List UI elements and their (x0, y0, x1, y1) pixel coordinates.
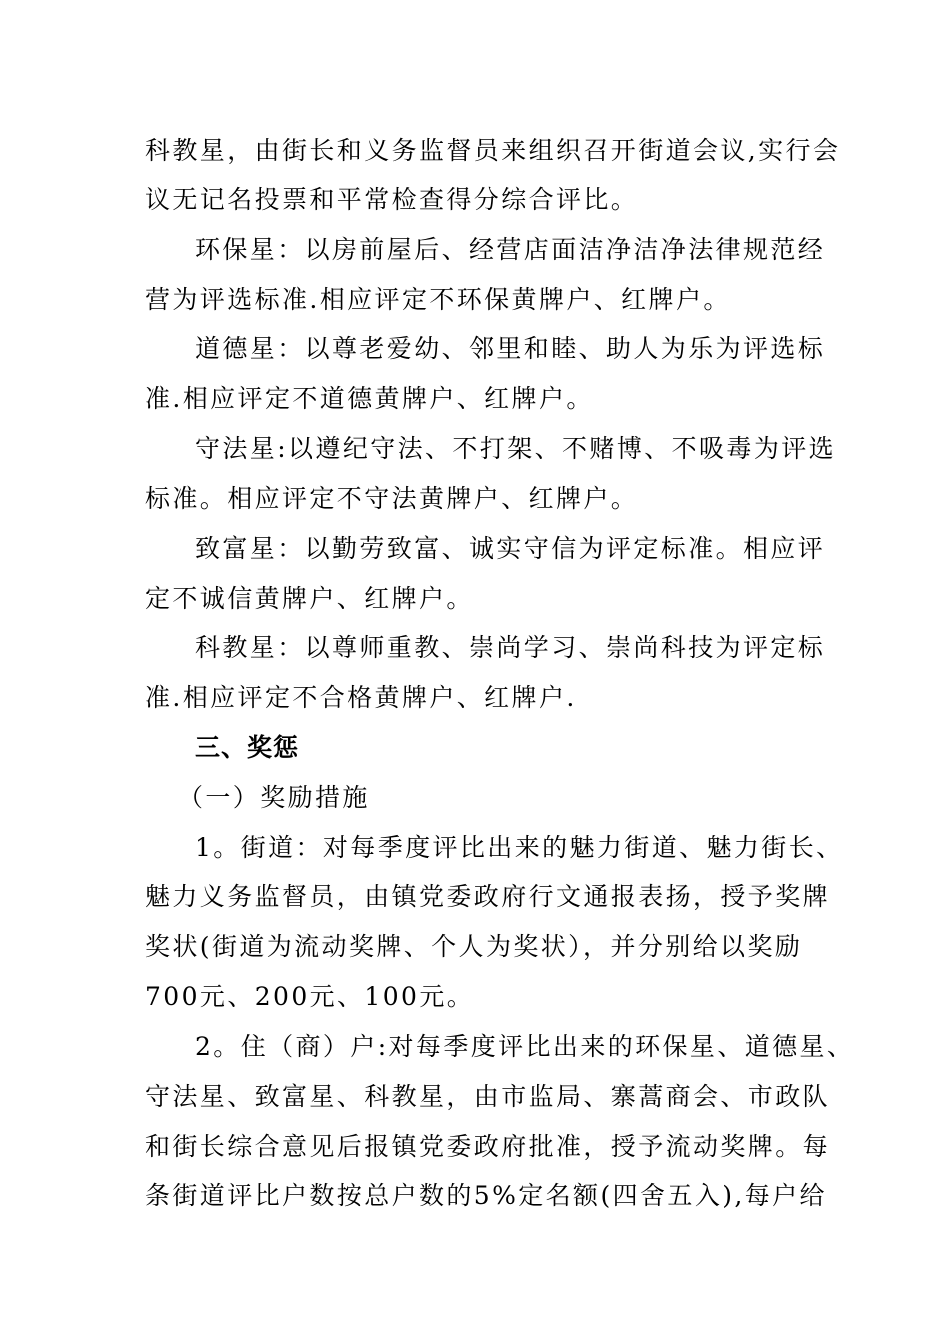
text-line: 和街长综合意见后报镇党委政府批准，授予流动奖牌。每 (145, 1132, 831, 1161)
section-heading: 三、奖惩 (195, 733, 300, 762)
text-line: 2。住（商）户:对每季度评比出来的环保星、道德星、 (195, 1032, 855, 1061)
text-line: 条街道评比户数按总户数的5%定名额(四舍五入),每户给 (145, 1181, 827, 1210)
text-line: 700元、200元、100元。 (145, 982, 475, 1011)
text-line: 科教星：以尊师重教、崇尚学习、崇尚科技为评定标 (195, 633, 826, 662)
text-line: 准.相应评定不合格黄牌户、红牌户. (145, 683, 577, 712)
text-line: 营为评选标准.相应评定不环保黄牌户、红牌户。 (145, 285, 731, 314)
text-line: 准.相应评定不道德黄牌户、红牌户。 (145, 384, 594, 413)
text-line: 议无记名投票和平常检查得分综合评比。 (145, 185, 639, 214)
text-line: 定不诚信黄牌户、红牌户。 (145, 584, 474, 613)
text-line: 1。街道：对每季度评比出来的魅力街道、魅力街长、 (195, 833, 844, 862)
text-line: 环保星：以房前屋后、经营店面洁净洁净法律规范经 (195, 235, 826, 264)
text-line: 科教星，由街长和义务监督员来组织召开街道会议,实行会 (145, 136, 841, 165)
text-line: 致富星：以勤劳致富、诚实守信为评定标准。相应评 (195, 534, 826, 563)
text-line: 守法星:以遵纪守法、不打架、不赌博、不吸毒为评选 (195, 434, 837, 463)
subsection-heading: （一）奖励措施 (178, 783, 370, 812)
text-line: 标准。相应评定不守法黄牌户、红牌户。 (145, 484, 639, 513)
text-line: 守法星、致富星、科教星，由市监局、寨蒿商会、市政队 (145, 1082, 831, 1111)
text-line: 魅力义务监督员，由镇党委政府行文通报表扬，授予奖牌 (145, 882, 831, 911)
text-line: 奖状(街道为流动奖牌、个人为奖状），并分别给以奖励 (145, 932, 803, 961)
text-line: 道德星：以尊老爱幼、邻里和睦、助人为乐为评选标 (195, 334, 826, 363)
